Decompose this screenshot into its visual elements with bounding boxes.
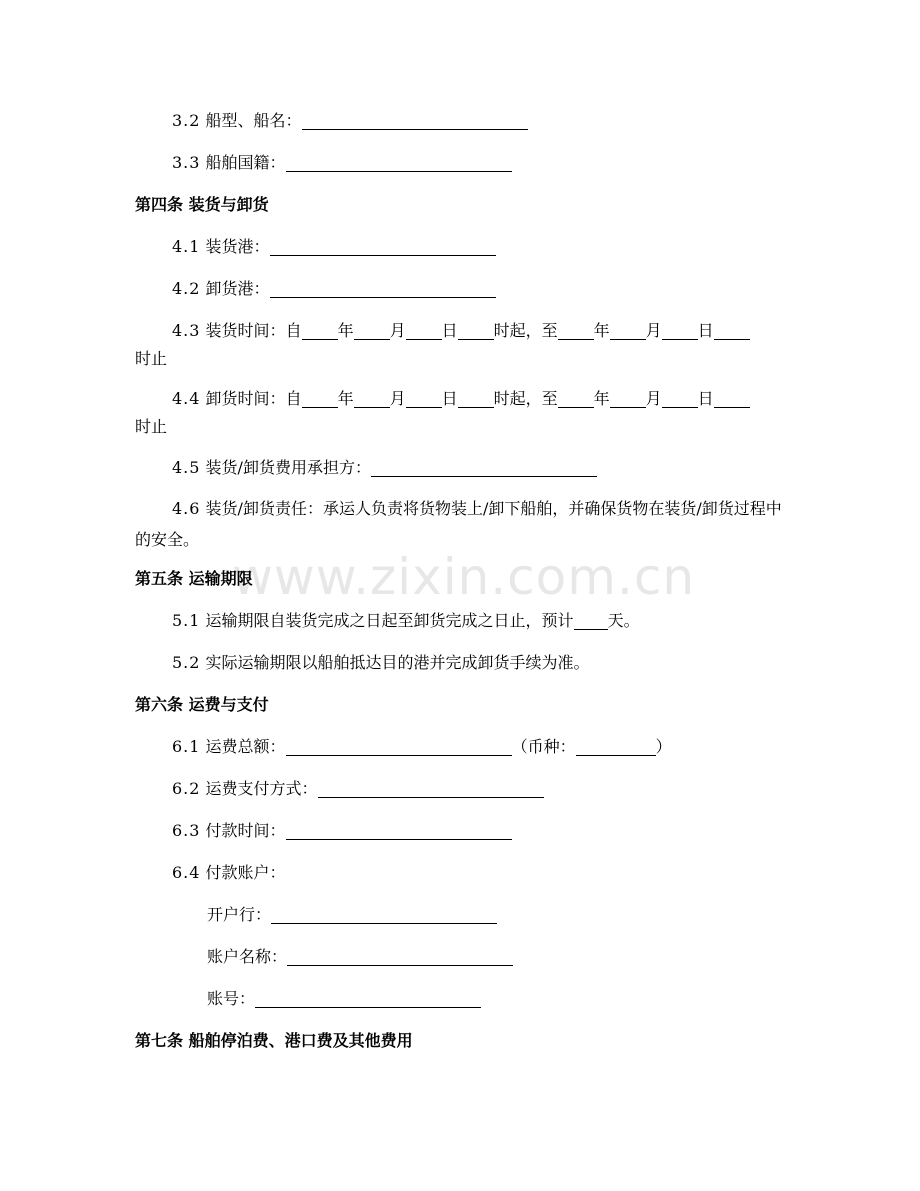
watermark: www.zixin.com.cn [232,548,696,606]
word-month: 月 [389,321,406,340]
word-day: 日 [441,321,458,340]
clause-number: 4.5 [172,458,201,477]
word-year: 年 [337,389,354,408]
clause-6-4 [172,856,832,890]
clause-label: 卸货港： [205,279,270,298]
blank-hour[interactable] [458,389,494,408]
word-year: 年 [337,321,354,340]
clause-label: 船舶国籍： [205,153,286,172]
clause-text: 装货/卸货责任：承运人负责将货物装上/卸下船舶，并确保货物在装货/卸货过程中的安全。 [135,499,782,549]
clause-label: 运费总额： [205,737,286,756]
clause-number: 6.1 [172,737,201,756]
clause-6-1 [172,730,832,764]
word-from: 自 [285,321,302,340]
section-heading-6: 第六条 运费与支付 [135,695,269,714]
blank-account-number[interactable] [255,989,481,1008]
blank-unloading-port[interactable] [270,279,496,298]
blank-ship-type-name[interactable] [302,111,528,130]
word-start: 时起，至 [493,321,558,340]
blank-month[interactable] [610,389,646,408]
currency-close: ） [655,737,672,756]
blank-fee-bearer[interactable] [371,458,597,477]
blank-day[interactable] [406,389,442,408]
section-heading-4: 第四条 装货与卸货 [135,195,269,214]
clause-number: 4.2 [172,279,201,298]
section-heading-7: 第七条 船舶停泊费、港口费及其他费用 [135,1031,413,1050]
clause-number: 6.3 [172,821,201,840]
clause-text: 实际运输期限以船舶抵达目的港并完成卸货手续为准。 [205,653,590,672]
clause-number: 4.6 [172,499,201,518]
clause-4-4-end: 时止 [135,417,168,436]
word-month: 月 [389,389,406,408]
clause-text: 运输期限自装货完成之日起至卸货完成之日止，预计 [205,611,574,630]
blank-currency[interactable] [576,737,656,756]
clause-number: 4.4 [172,389,201,408]
clause-text-end: 天。 [607,611,640,630]
clause-5-1 [172,604,832,638]
blank-loading-port[interactable] [270,237,496,256]
clause-4-2 [172,272,832,306]
word-day: 日 [441,389,458,408]
clause-label: 船型、船名： [205,111,302,130]
blank-year[interactable] [302,321,338,340]
blank-hour[interactable] [714,321,750,340]
field-account-number [207,982,867,1016]
blank-year[interactable] [302,389,338,408]
blank-hour[interactable] [714,389,750,408]
blank-day[interactable] [662,321,698,340]
blank-month[interactable] [354,321,390,340]
clause-label: 装货港： [205,237,270,256]
blank-day[interactable] [662,389,698,408]
blank-payment-time[interactable] [286,821,512,840]
clause-number: 3.3 [172,153,201,172]
word-day: 日 [697,321,714,340]
word-month: 月 [645,389,662,408]
field-label: 账户名称： [207,947,288,966]
clause-number: 5.2 [172,653,201,672]
word-from: 自 [285,389,302,408]
field-bank [207,898,867,932]
blank-year[interactable] [558,389,594,408]
blank-ship-nationality[interactable] [286,153,512,172]
clause-number: 5.1 [172,611,201,630]
clause-5-2 [172,646,832,680]
clause-3-2 [172,104,832,138]
clause-4-5 [172,451,832,485]
blank-day[interactable] [406,321,442,340]
blank-account-name[interactable] [287,947,513,966]
clause-label: 付款账户： [205,863,286,882]
field-account-name [207,940,867,974]
field-label: 开户行： [207,905,272,924]
word-start: 时起，至 [493,389,558,408]
currency-open: （币种： [511,737,576,756]
clause-number: 6.2 [172,779,201,798]
field-label: 账号： [207,989,256,1008]
blank-payment-method[interactable] [318,779,544,798]
clause-label: 装货/卸货费用承担方： [205,458,371,477]
clause-6-3 [172,814,832,848]
clause-3-3 [172,146,832,180]
word-day: 日 [697,389,714,408]
word-year: 年 [593,389,610,408]
clause-number: 6.4 [172,863,201,882]
word-year: 年 [593,321,610,340]
clause-label: 卸货时间： [205,389,286,408]
blank-year[interactable] [558,321,594,340]
blank-bank[interactable] [271,905,497,924]
clause-label: 运费支付方式： [205,779,318,798]
clause-4-1 [172,230,832,264]
clause-number: 3.2 [172,111,201,130]
clause-6-2 [172,772,832,806]
clause-4-3-end: 时止 [135,349,168,368]
clause-number: 4.3 [172,321,201,340]
clause-label: 装货时间： [205,321,286,340]
blank-freight-total[interactable] [286,737,512,756]
word-month: 月 [645,321,662,340]
blank-days[interactable] [574,611,608,630]
blank-hour[interactable] [458,321,494,340]
clause-4-6 [135,493,795,555]
blank-month[interactable] [354,389,390,408]
clause-number: 4.1 [172,237,201,256]
section-heading-5: 第五条 运输期限 [135,569,253,588]
blank-month[interactable] [610,321,646,340]
clause-label: 付款时间： [205,821,286,840]
